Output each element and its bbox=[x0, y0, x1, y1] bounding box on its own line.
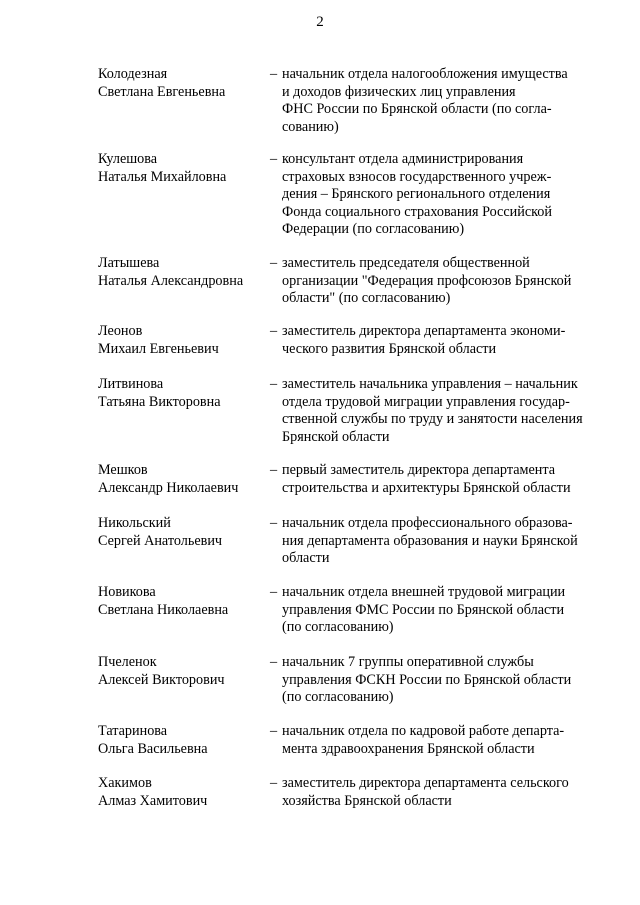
role-line: управления ФМС России по Брянской области bbox=[282, 601, 565, 618]
role-line: области" (по согласованию) bbox=[282, 290, 451, 306]
role-line: строительства и архитектуры Брянской области bbox=[282, 479, 571, 496]
surname: Латышева bbox=[98, 255, 160, 271]
role-line: Федерации (по согласованию) bbox=[282, 221, 465, 237]
role-line: Фонда социального страхования Российской bbox=[282, 203, 552, 220]
role-line: организации "Федерация профсоюзов Брянской bbox=[282, 272, 572, 289]
position-description bbox=[282, 723, 604, 758]
dash: – bbox=[270, 151, 278, 167]
person-name bbox=[98, 255, 268, 290]
person-name bbox=[98, 462, 268, 497]
role-line: заместитель начальника управления – начальник bbox=[282, 376, 578, 392]
given-names: Алексей Викторович bbox=[98, 671, 225, 688]
role-line: хозяйства Брянской области bbox=[282, 792, 452, 809]
dash: – bbox=[270, 255, 278, 271]
dash: – bbox=[270, 654, 278, 670]
given-names: Ольга Васильевна bbox=[98, 740, 208, 757]
role-line: начальник отдела профессионального образова- bbox=[282, 515, 573, 531]
role-line: ФНС России по Брянской области (по согла- bbox=[282, 101, 552, 117]
role-line: начальник отдела налогообложения имущества bbox=[282, 66, 568, 82]
role-line: мента здравоохранения Брянской области bbox=[282, 740, 535, 757]
surname: Татаринова bbox=[98, 723, 168, 739]
given-names: Светлана Евгеньевна bbox=[98, 83, 226, 100]
person-name bbox=[98, 515, 268, 550]
role-line: сованию) bbox=[282, 118, 339, 135]
person-name bbox=[98, 723, 268, 758]
role-line: заместитель директора департамента сельского bbox=[282, 775, 569, 791]
page-number: 2 bbox=[316, 14, 324, 30]
surname: Никольский bbox=[98, 515, 171, 531]
given-names: Михаил Евгеньевич bbox=[98, 340, 219, 357]
role-line: заместитель председателя общественной bbox=[282, 255, 530, 271]
surname: Кулешова bbox=[98, 151, 158, 167]
role-line: отдела трудовой миграции управления государ- bbox=[282, 393, 570, 410]
role-line: страховых взносов государственного учреж- bbox=[282, 168, 552, 185]
surname: Хакимов bbox=[98, 775, 152, 791]
surname: Пчеленок bbox=[98, 654, 157, 670]
surname: Литвинова bbox=[98, 376, 164, 392]
surname: Мешков bbox=[98, 462, 148, 478]
position-description bbox=[282, 775, 604, 810]
dash: – bbox=[270, 462, 278, 478]
dash: – bbox=[270, 584, 278, 600]
dash: – bbox=[270, 515, 278, 531]
person-name bbox=[98, 775, 268, 810]
dash: – bbox=[270, 723, 278, 739]
role-line: консультант отдела администрирования bbox=[282, 151, 524, 167]
given-names: Алмаз Хамитович bbox=[98, 792, 208, 809]
role-line: (по согласованию) bbox=[282, 689, 394, 705]
surname: Леонов bbox=[98, 323, 143, 339]
person-name bbox=[98, 376, 268, 411]
role-line: ческого развития Брянской области bbox=[282, 340, 497, 357]
person-name bbox=[98, 151, 268, 186]
position-description bbox=[282, 376, 604, 446]
position-description bbox=[282, 66, 604, 136]
role-line: ственной службы по труду и занятости населения bbox=[282, 411, 583, 427]
position-description bbox=[282, 151, 604, 239]
role-line: заместитель директора департамента экономи- bbox=[282, 323, 566, 339]
position-description bbox=[282, 515, 604, 568]
surname: Колодезная bbox=[98, 66, 168, 82]
person-name bbox=[98, 584, 268, 619]
role-line: (по согласованию) bbox=[282, 619, 394, 635]
role-line: первый заместитель директора департамента bbox=[282, 462, 556, 478]
role-line: области bbox=[282, 550, 330, 566]
role-line: и доходов физических лиц управления bbox=[282, 83, 516, 100]
given-names: Наталья Михайловна bbox=[98, 168, 227, 185]
given-names: Сергей Анатольевич bbox=[98, 532, 223, 549]
role-line: дения – Брянского регионального отделения bbox=[282, 186, 551, 202]
dash: – bbox=[270, 376, 278, 392]
person-name bbox=[98, 66, 268, 101]
person-name bbox=[98, 654, 268, 689]
given-names: Наталья Александровна bbox=[98, 272, 244, 289]
position-description bbox=[282, 323, 604, 358]
person-name bbox=[98, 323, 268, 358]
position-description bbox=[282, 255, 604, 308]
role-line: ния департамента образования и науки Брянской bbox=[282, 532, 578, 549]
dash: – bbox=[270, 323, 278, 339]
role-line: начальник отдела по кадровой работе департа- bbox=[282, 723, 565, 739]
role-line: управления ФСКН России по Брянской области bbox=[282, 671, 572, 688]
dash: – bbox=[270, 775, 278, 791]
given-names: Светлана Николаевна bbox=[98, 601, 229, 618]
given-names: Татьяна Викторовна bbox=[98, 393, 221, 410]
position-description bbox=[282, 462, 604, 497]
role-line: начальник отдела внешней трудовой миграции bbox=[282, 584, 566, 600]
dash: – bbox=[270, 66, 278, 82]
surname: Новикова bbox=[98, 584, 156, 600]
position-description bbox=[282, 654, 604, 707]
given-names: Александр Николаевич bbox=[98, 479, 239, 496]
position-description bbox=[282, 584, 604, 637]
role-line: начальник 7 группы оперативной службы bbox=[282, 654, 534, 670]
role-line: Брянской области bbox=[282, 428, 390, 445]
